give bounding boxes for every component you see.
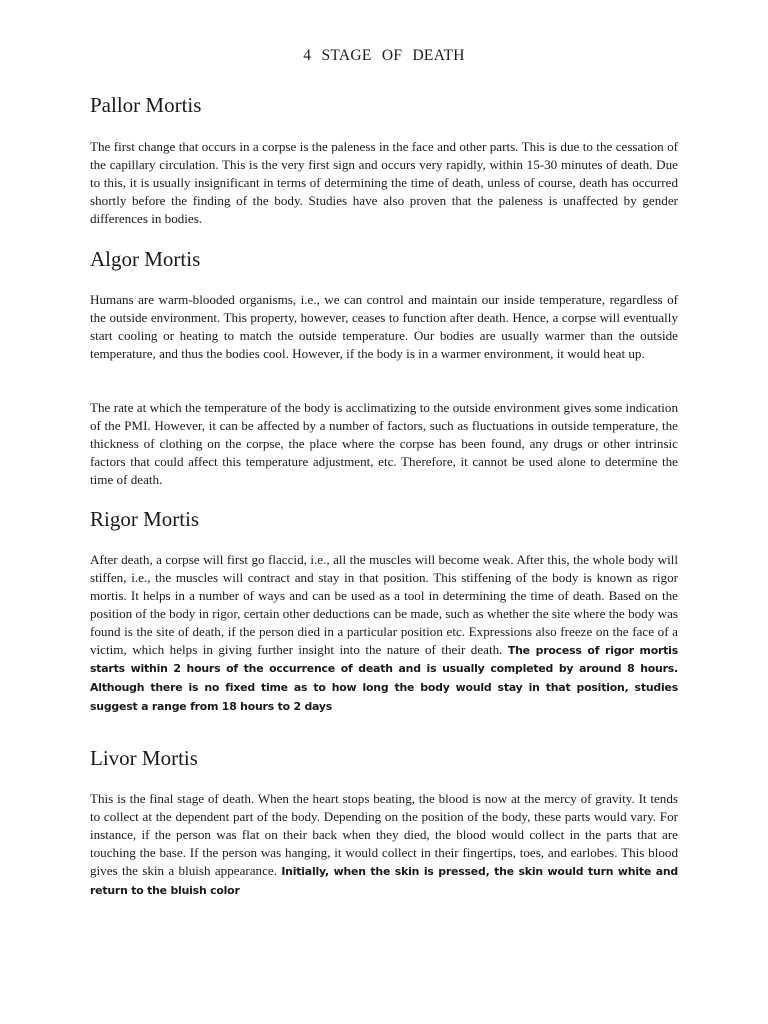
section-heading-pallor-mortis: Pallor Mortis xyxy=(90,93,202,117)
paragraph-text: This is the final stage of death. When the heart stops beating, the blood is now at the mercy of gravity. It tends to collect at the dependent part of the body. Depending on the position of the body, these parts would vary. For instance, if the person was flat on their back when they died, the blood would collect in the parts that are touching the base. If the person was hanging, it would collect in their fingertips, toes, and earlobes. This blood gives the skin a bluish appearance. xyxy=(90,791,678,878)
section-heading-rigor-mortis: Rigor Mortis xyxy=(90,507,200,531)
paragraph-text: After death, a corpse will first go flaccid, i.e., all the muscles will become weak. After this, the whole body will stiffen, i.e., the muscles will contract and stay in that position. This stiffening of the body is known as rigor mortis. It helps in a number of ways and can be used as a tool in determining the time of death. Based on the position of the body in rigor, certain other deductions can be made, such as whether the site where the body was found is the site of death, if the person died in a particular position etc. Expressions also freeze on the face of a victim, which helps in giving further insight into the nature of their death. xyxy=(90,552,678,657)
paragraph xyxy=(90,790,678,899)
bold-text: Initially, when the skin is pressed, the skin would turn white and return to the bluish color xyxy=(90,864,678,897)
paragraph xyxy=(90,551,678,716)
paragraph: The first change that occurs in a corpse is the paleness in the face and other parts. This is due to the cessation of the capillary circulation. This is the very first sign and occurs very rapidly, within 15-30 minutes of death. Due to this, it is usually insignificant in terms of determining the time of death, unless of course, death has occurred shortly before the finding of the body. Studies have also proven that the paleness is unaffected by gender differences in bodies. xyxy=(90,139,678,226)
section-heading-algor-mortis: Algor Mortis xyxy=(90,247,201,271)
bold-text: The process of rigor mortis starts within 2 hours of the occurrence of death and is usually completed by around 8 hours. Although there is no fixed time as to how long the body would stay in that position, studies suggest a range from 18 hours to 2 days xyxy=(90,643,678,714)
section-heading-livor-mortis: Livor Mortis xyxy=(90,746,198,770)
paragraph: Humans are warm-blooded organisms, i.e., we can control and maintain our inside temperature, regardless of the outside environment. This property, however, ceases to function after death. Hence, a corpse will eventually start cooling or heating to match the outside temperature. Our bodies are usually warmer than the outside temperature, and thus the bodies cool. However, if the body is in a warmer environment, it would heat up. xyxy=(90,292,678,361)
paragraph: The rate at which the temperature of the body is acclimatizing to the outside environment gives some indication of the PMI. However, it can be affected by a number of factors, such as fluctuations in outside temperature, the thickness of clothing on the corpse, the place where the corpse has been found, any drugs or other intrinsic factors that could affect this temperature adjustment, etc. Therefore, it cannot be used alone to determine the time of death. xyxy=(90,400,678,487)
document-title: 4 STAGE OF DEATH xyxy=(303,47,465,64)
